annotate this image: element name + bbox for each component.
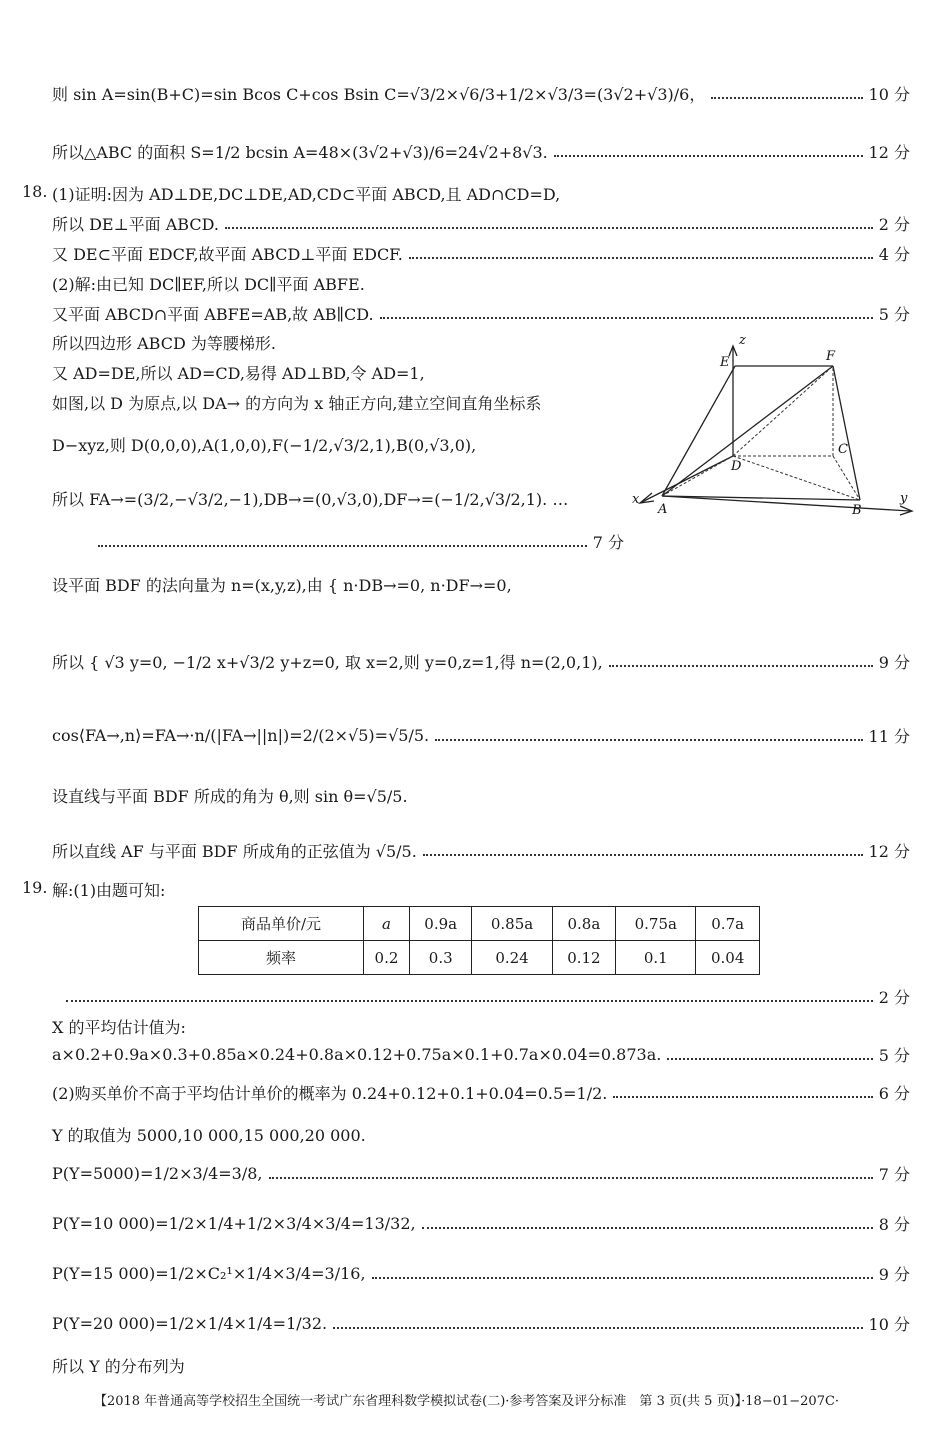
table-cell: 0.04 — [696, 941, 760, 975]
solution-text: 则 sin A=sin(B+C)=sin Bcos C+cos Bsin C=√3/2×√6/3+1/2×√3/3=(3√2+√3)/6， — [52, 85, 706, 104]
score-label: 8 分 — [878, 1215, 910, 1234]
solution-text: 又 AD=DE,所以 AD=CD,易得 AD⊥BD,令 AD=1, — [52, 364, 425, 383]
leader-dots — [422, 1227, 873, 1229]
leader-dots — [225, 227, 873, 229]
edge-FB — [833, 366, 860, 500]
price-frequency-table — [198, 906, 760, 975]
solution-text: 又平面 ABCD∩平面 ABFE=AB,故 AB∥CD. — [52, 305, 374, 324]
table-cell: 0.7a — [696, 907, 760, 941]
leader-dots — [269, 1177, 873, 1179]
solution-text: 所以 { √3 y=0, −1/2 x+√3/2 y+z=0, 取 x=2,则 y=0,z=1,得 n=(2,0,1), — [52, 653, 603, 672]
solution-line — [52, 212, 910, 235]
dash-DB — [733, 456, 860, 500]
solution-text: 所以△ABC 的面积 S=1/2 bcsin A=48×(3√2+√3)/6=24√2+8√3. — [52, 143, 548, 162]
solution-line — [52, 1312, 910, 1335]
solution-text: D−xyz,则 D(0,0,0),A(1,0,0),F(−1/2,√3/2,1),B(0,√3,0), — [52, 436, 477, 455]
leader-dots — [423, 854, 863, 856]
edge-AE — [662, 366, 735, 496]
solution-text: (2)解:由已知 DC∥EF,所以 DC∥平面 ABFE. — [52, 275, 365, 294]
solution-text: 设直线与平面 BDF 所成的角为 θ,则 sin θ=√5/5. — [52, 787, 408, 806]
table-cell: 商品单价/元 — [199, 907, 364, 941]
label-z: z — [739, 333, 746, 348]
leader-dots — [711, 97, 862, 99]
geometry-figure — [628, 330, 920, 520]
score-label: 11 分 — [868, 727, 910, 746]
dash-DF — [733, 366, 833, 456]
score-label: 7 分 — [592, 533, 624, 552]
solution-line — [52, 1043, 910, 1066]
question-number: 19. — [22, 878, 48, 897]
solution-line — [52, 1262, 910, 1285]
score-label: 10 分 — [868, 85, 910, 104]
leader-dots — [380, 317, 873, 319]
solution-text: 所以 Y 的分布列为 — [52, 1357, 185, 1376]
solution-line — [52, 724, 910, 747]
solution-text: 所以 DE⊥平面 ABCD. — [52, 215, 219, 234]
score-label: 5 分 — [878, 1046, 910, 1065]
table-cell: 0.24 — [472, 941, 552, 975]
x-axis-arrow — [640, 493, 654, 503]
label-C: C — [838, 442, 848, 457]
solution-text: 如图,以 D 为原点,以 DA→ 的方向为 x 轴正方向,建立空间直角坐标系 — [52, 394, 542, 413]
leader-dots — [554, 155, 863, 157]
solution-text: Y 的取值为 5000,10 000,15 000,20 000. — [52, 1126, 366, 1145]
leader-dots — [98, 545, 587, 547]
table-cell: 频率 — [199, 941, 364, 975]
solution-line — [52, 140, 910, 163]
table-cell: 0.85a — [472, 907, 552, 941]
label-F: F — [826, 349, 836, 364]
solution-text: X 的平均估计值为: — [52, 1018, 186, 1037]
label-y: y — [900, 491, 908, 506]
table-row — [199, 941, 760, 975]
solution-text: 所以四边形 ABCD 为等腰梯形. — [52, 334, 276, 353]
leader-dots — [372, 1277, 873, 1279]
table-cell: 0.9a — [409, 907, 472, 941]
table-row — [199, 907, 760, 941]
solution-line — [52, 1081, 910, 1104]
label-D: D — [731, 459, 742, 474]
score-label: 10 分 — [868, 1315, 910, 1334]
leader-dots — [333, 1327, 862, 1329]
score-label: 6 分 — [878, 1084, 910, 1103]
table-cell: 0.1 — [616, 941, 696, 975]
page-footer: 【2018 年普通高等学校招生全国统一考试广东省理科数学模拟试卷(二)·参考答案及评分标准 第 3 页(共 5 页)】·18−01−207C· — [93, 1394, 840, 1409]
label-B: B — [852, 503, 862, 518]
solution-line — [92, 530, 624, 553]
score-label: 12 分 — [868, 842, 910, 861]
table-cell: 0.75a — [616, 907, 696, 941]
score-label: 9 分 — [878, 1265, 910, 1284]
solution-text: (1)证明:因为 AD⊥DE,DC⊥DE,AD,CD⊂平面 ABCD,且 AD∩CD=D, — [52, 185, 561, 204]
leader-dots — [66, 1000, 873, 1002]
solution-line — [52, 839, 910, 862]
leader-dots — [409, 257, 873, 259]
solution-line — [52, 82, 910, 105]
label-x: x — [632, 492, 640, 507]
table-cell: 0.12 — [552, 941, 616, 975]
label-E: E — [720, 355, 730, 370]
solution-line — [60, 985, 910, 1008]
solution-text: cos⟨FA→,n⟩=FA→·n/(|FA→||n|)=2/(2×√5)=√5/5. — [52, 726, 430, 745]
solution-text: 解:(1)由题可知: — [52, 881, 166, 900]
solution-text: P(Y=15 000)=1/2×C₂¹×1/4×3/4=3/16, — [52, 1264, 366, 1283]
x-axis — [642, 456, 733, 502]
solution-line — [52, 1212, 910, 1235]
score-label: 9 分 — [878, 653, 910, 672]
solution-text: 又 DE⊂平面 EDCF,故平面 ABCD⊥平面 EDCF. — [52, 245, 403, 264]
solution-text: P(Y=20 000)=1/2×1/4×1/4=1/32. — [52, 1314, 328, 1333]
solution-line — [52, 302, 910, 325]
edge-AF — [662, 366, 833, 496]
leader-dots — [667, 1058, 872, 1060]
leader-dots — [613, 1096, 872, 1098]
label-A: A — [658, 502, 668, 517]
solution-text: 所以直线 AF 与平面 BDF 所成角的正弦值为 √5/5. — [52, 842, 417, 861]
solution-line — [52, 242, 910, 265]
solution-line — [52, 650, 910, 673]
table-cell: a — [364, 907, 410, 941]
table-cell: 0.2 — [364, 941, 410, 975]
solution-text: (2)购买单价不高于平均估计单价的概率为 0.24+0.12+0.1+0.04=0.5=1/2. — [52, 1084, 608, 1103]
solution-text: a×0.2+0.9a×0.3+0.85a×0.24+0.8a×0.12+0.75a×0.1+0.7a×0.04=0.873a. — [52, 1045, 662, 1064]
score-label: 7 分 — [878, 1165, 910, 1184]
table-cell: 0.8a — [552, 907, 616, 941]
table-cell: 0.3 — [409, 941, 472, 975]
leader-dots — [435, 739, 862, 741]
score-label: 5 分 — [878, 305, 910, 324]
question-number: 18. — [22, 182, 48, 201]
solution-text: P(Y=10 000)=1/2×1/4+1/2×3/4×3/4=13/32, — [52, 1214, 416, 1233]
score-label: 12 分 — [868, 143, 910, 162]
solution-text: P(Y=5000)=1/2×3/4=3/8, — [52, 1164, 263, 1183]
solution-text: 所以 FA→=(3/2,−√3/2,−1),DB→=(0,√3,0),DF→=(−1/2,√3/2,1). … — [52, 490, 569, 509]
solution-line — [52, 1162, 910, 1185]
solution-text: 设平面 BDF 的法向量为 n=(x,y,z),由 { n·DB→=0, n·DF→=0, — [52, 576, 512, 595]
score-label: 4 分 — [878, 245, 910, 264]
score-label: 2 分 — [878, 988, 910, 1007]
score-label: 2 分 — [878, 215, 910, 234]
leader-dots — [609, 665, 873, 667]
